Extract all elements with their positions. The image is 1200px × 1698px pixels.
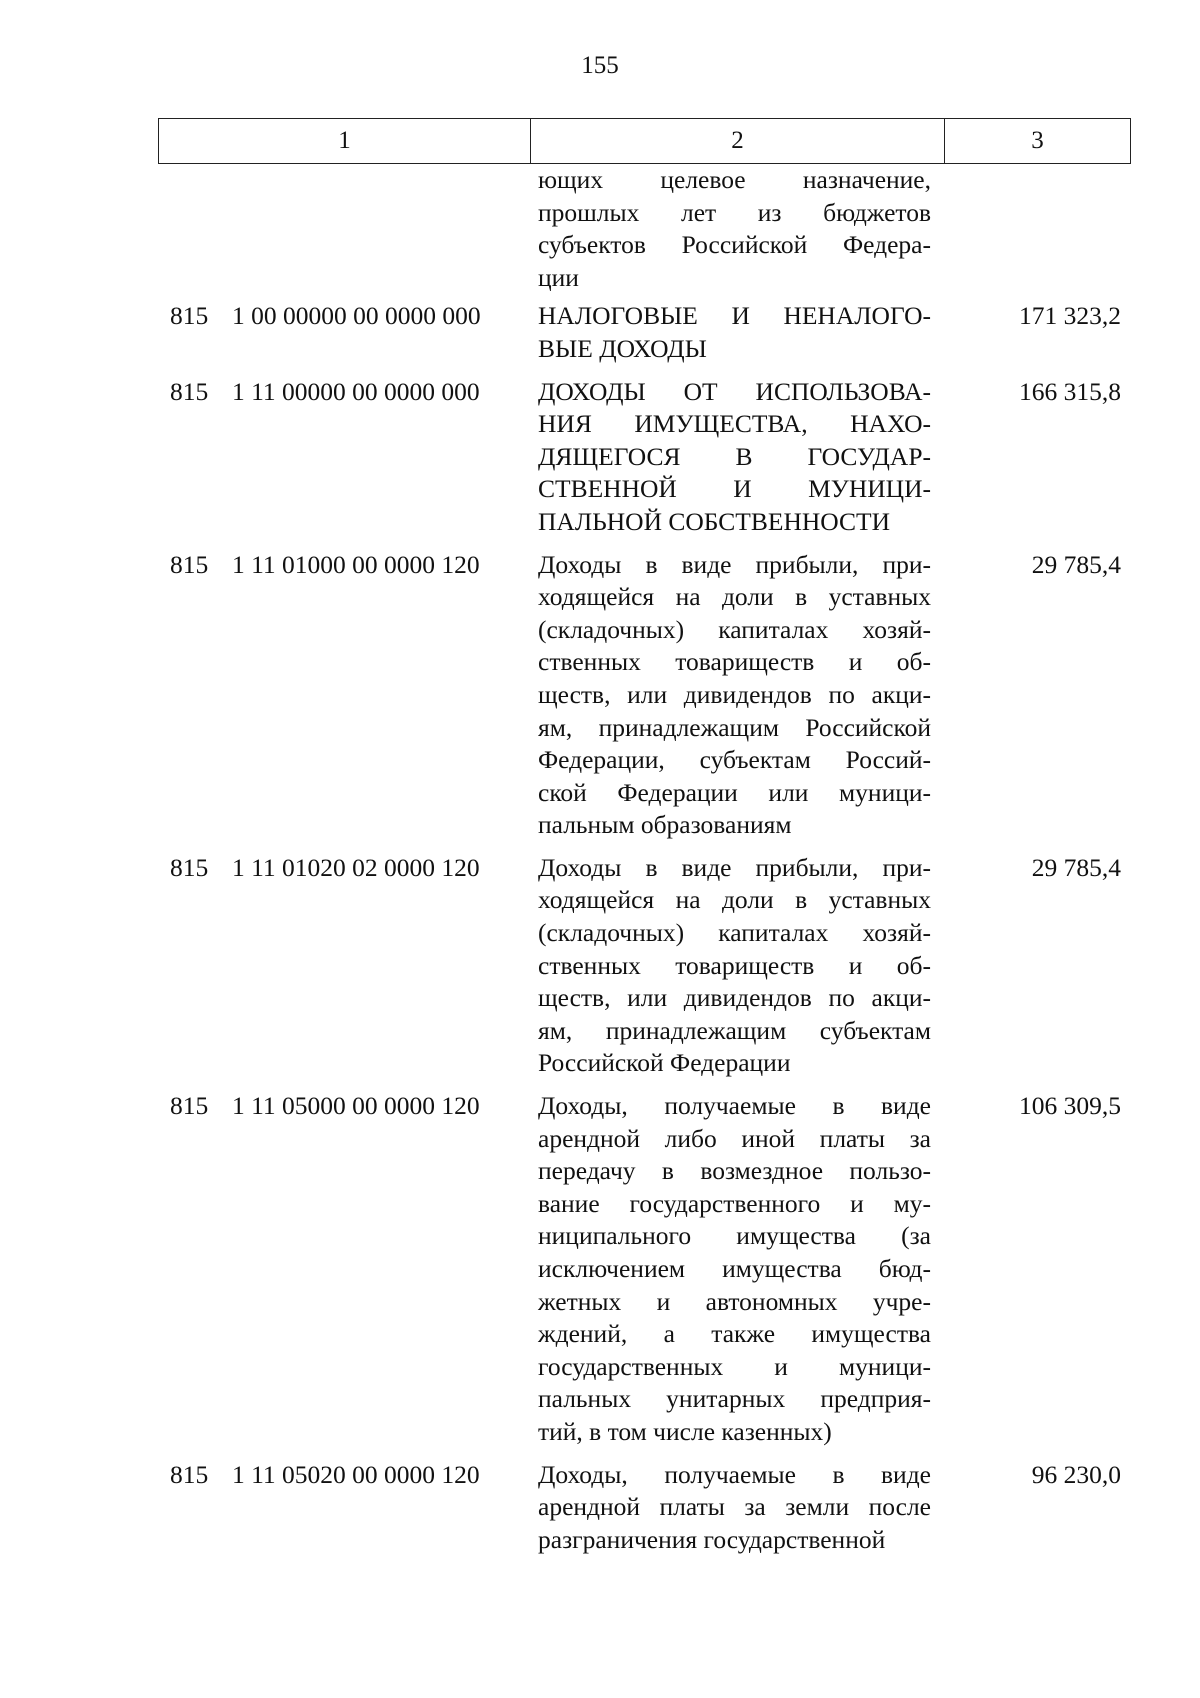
amount: 29 785,4: [1031, 852, 1121, 882]
income-name-line: ниципального имущества (за: [538, 1221, 931, 1251]
table-row: [0, 852, 1200, 1080]
income-name-line: ям, принадлежащим Российской: [538, 712, 931, 742]
income-name: [538, 1459, 931, 1557]
income-name-line: арендной либо иной платы за: [538, 1123, 931, 1153]
income-name-line: жетных и автономных учре-: [538, 1286, 931, 1316]
income-name-line: вание государственного и му-: [538, 1188, 931, 1218]
income-name-line: арендной платы за земли после: [538, 1492, 931, 1522]
income-name-line: Федерации, субъектам Россий-: [538, 745, 931, 775]
income-name-line: Доходы в виде прибыли, при-: [538, 549, 931, 579]
income-name-line: (складочных) капиталах хозяй-: [538, 614, 931, 644]
income-name: [538, 852, 931, 1080]
header-col-2: 2: [531, 119, 945, 163]
income-name-line: пальных унитарных предприя-: [538, 1384, 931, 1414]
income-name-line: ходящейся на доли в уставных: [538, 885, 931, 915]
income-name-line: ществ, или дивидендов по акци-: [538, 679, 931, 709]
table-row: [0, 1090, 1200, 1449]
income-name-line: НАЛОГОВЫЕ И НЕНАЛОГО-: [538, 301, 931, 331]
income-name-line: (складочных) капиталах хозяй-: [538, 918, 931, 948]
income-name-line: ДОХОДЫ ОТ ИСПОЛЬЗОВА-: [538, 376, 931, 406]
income-name: [538, 549, 931, 842]
income-name: [538, 164, 931, 294]
income-name-line: Российской Федерации: [538, 1048, 791, 1078]
amount: [931, 164, 1121, 294]
admin-code: 815: [170, 1459, 209, 1489]
header-col-1: 1: [159, 119, 531, 163]
amount: 166 315,8: [1019, 376, 1121, 406]
amount: 171 323,2: [1019, 301, 1121, 331]
income-name-line: ДЯЩЕГОСЯ В ГОСУДАР-: [538, 441, 931, 471]
budget-classification-code: 1 11 05020 00 0000 120: [232, 1459, 480, 1489]
budget-classification-code: 1 11 01020 02 0000 120: [232, 852, 480, 882]
income-name-line: прошлых лет из бюджетов: [538, 197, 931, 227]
income-name-line: ходящейся на доли в уставных: [538, 582, 931, 612]
income-name-line: разграничения государственной: [538, 1524, 886, 1554]
income-name-line: ям, принадлежащим субъектам: [538, 1015, 931, 1045]
admin-code: 815: [170, 1091, 209, 1121]
amount: 106 309,5: [1019, 1091, 1121, 1121]
budget-classification-code: [232, 164, 538, 294]
income-name-line: СТВЕННОЙ И МУНИЦИ-: [538, 474, 931, 504]
header-col-3: 3: [1031, 127, 1044, 154]
admin-code: 815: [170, 376, 209, 406]
income-name-line: Доходы, получаемые в виде: [538, 1459, 931, 1489]
admin-code: 815: [170, 852, 209, 882]
table-row: [0, 1459, 1200, 1557]
table-row: [0, 164, 1200, 294]
table-row: [0, 300, 1200, 365]
income-name-line: тий, в том числе казенных): [538, 1416, 832, 1446]
budget-classification-code: 1 11 05000 00 0000 120: [232, 1091, 480, 1121]
amount: 29 785,4: [1031, 549, 1121, 579]
income-name: [538, 376, 931, 539]
amount: 96 230,0: [1031, 1459, 1121, 1489]
income-name-line: Доходы в виде прибыли, при-: [538, 852, 931, 882]
budget-classification-code: 1 11 00000 00 0000 000: [232, 376, 480, 406]
income-name-line: субъектов Российской Федера-: [538, 230, 931, 260]
income-name-line: ществ, или дивидендов по акци-: [538, 983, 931, 1013]
table-row: [0, 549, 1200, 842]
income-name-line: НИЯ ИМУЩЕСТВА, НАХО-: [538, 409, 931, 439]
income-name-line: ПАЛЬНОЙ СОБСТВЕННОСТИ: [538, 506, 891, 536]
table-header: [158, 118, 1131, 164]
budget-classification-code: 1 00 00000 00 0000 000: [232, 301, 481, 331]
table-body: [0, 164, 1200, 1556]
table-row: [0, 376, 1200, 539]
admin-code: 815: [170, 301, 209, 331]
page-number: 155: [581, 52, 619, 79]
admin-code: 815: [170, 549, 209, 579]
admin-code: [170, 164, 232, 294]
budget-classification-code: 1 11 01000 00 0000 120: [232, 549, 480, 579]
income-name-line: ждений, а также имущества: [538, 1319, 931, 1349]
income-name: [538, 1090, 931, 1449]
income-name-line: ственных товариществ и об-: [538, 950, 931, 980]
income-name-line: ВЫЕ ДОХОДЫ: [538, 333, 707, 363]
income-name: [538, 300, 931, 365]
income-name-line: передачу в возмездное пользо-: [538, 1156, 931, 1186]
income-name-line: ющих целевое назначение,: [538, 165, 931, 194]
income-name-line: государственных и муници-: [538, 1351, 931, 1381]
income-name-line: Доходы, получаемые в виде: [538, 1091, 931, 1121]
income-name-line: ской Федерации или муници-: [538, 777, 931, 807]
income-name-line: пальным образованиям: [538, 810, 792, 840]
income-name-line: ственных товариществ и об-: [538, 647, 931, 677]
income-name-line: ции: [538, 262, 579, 292]
income-name-line: исключением имущества бюд-: [538, 1254, 931, 1283]
